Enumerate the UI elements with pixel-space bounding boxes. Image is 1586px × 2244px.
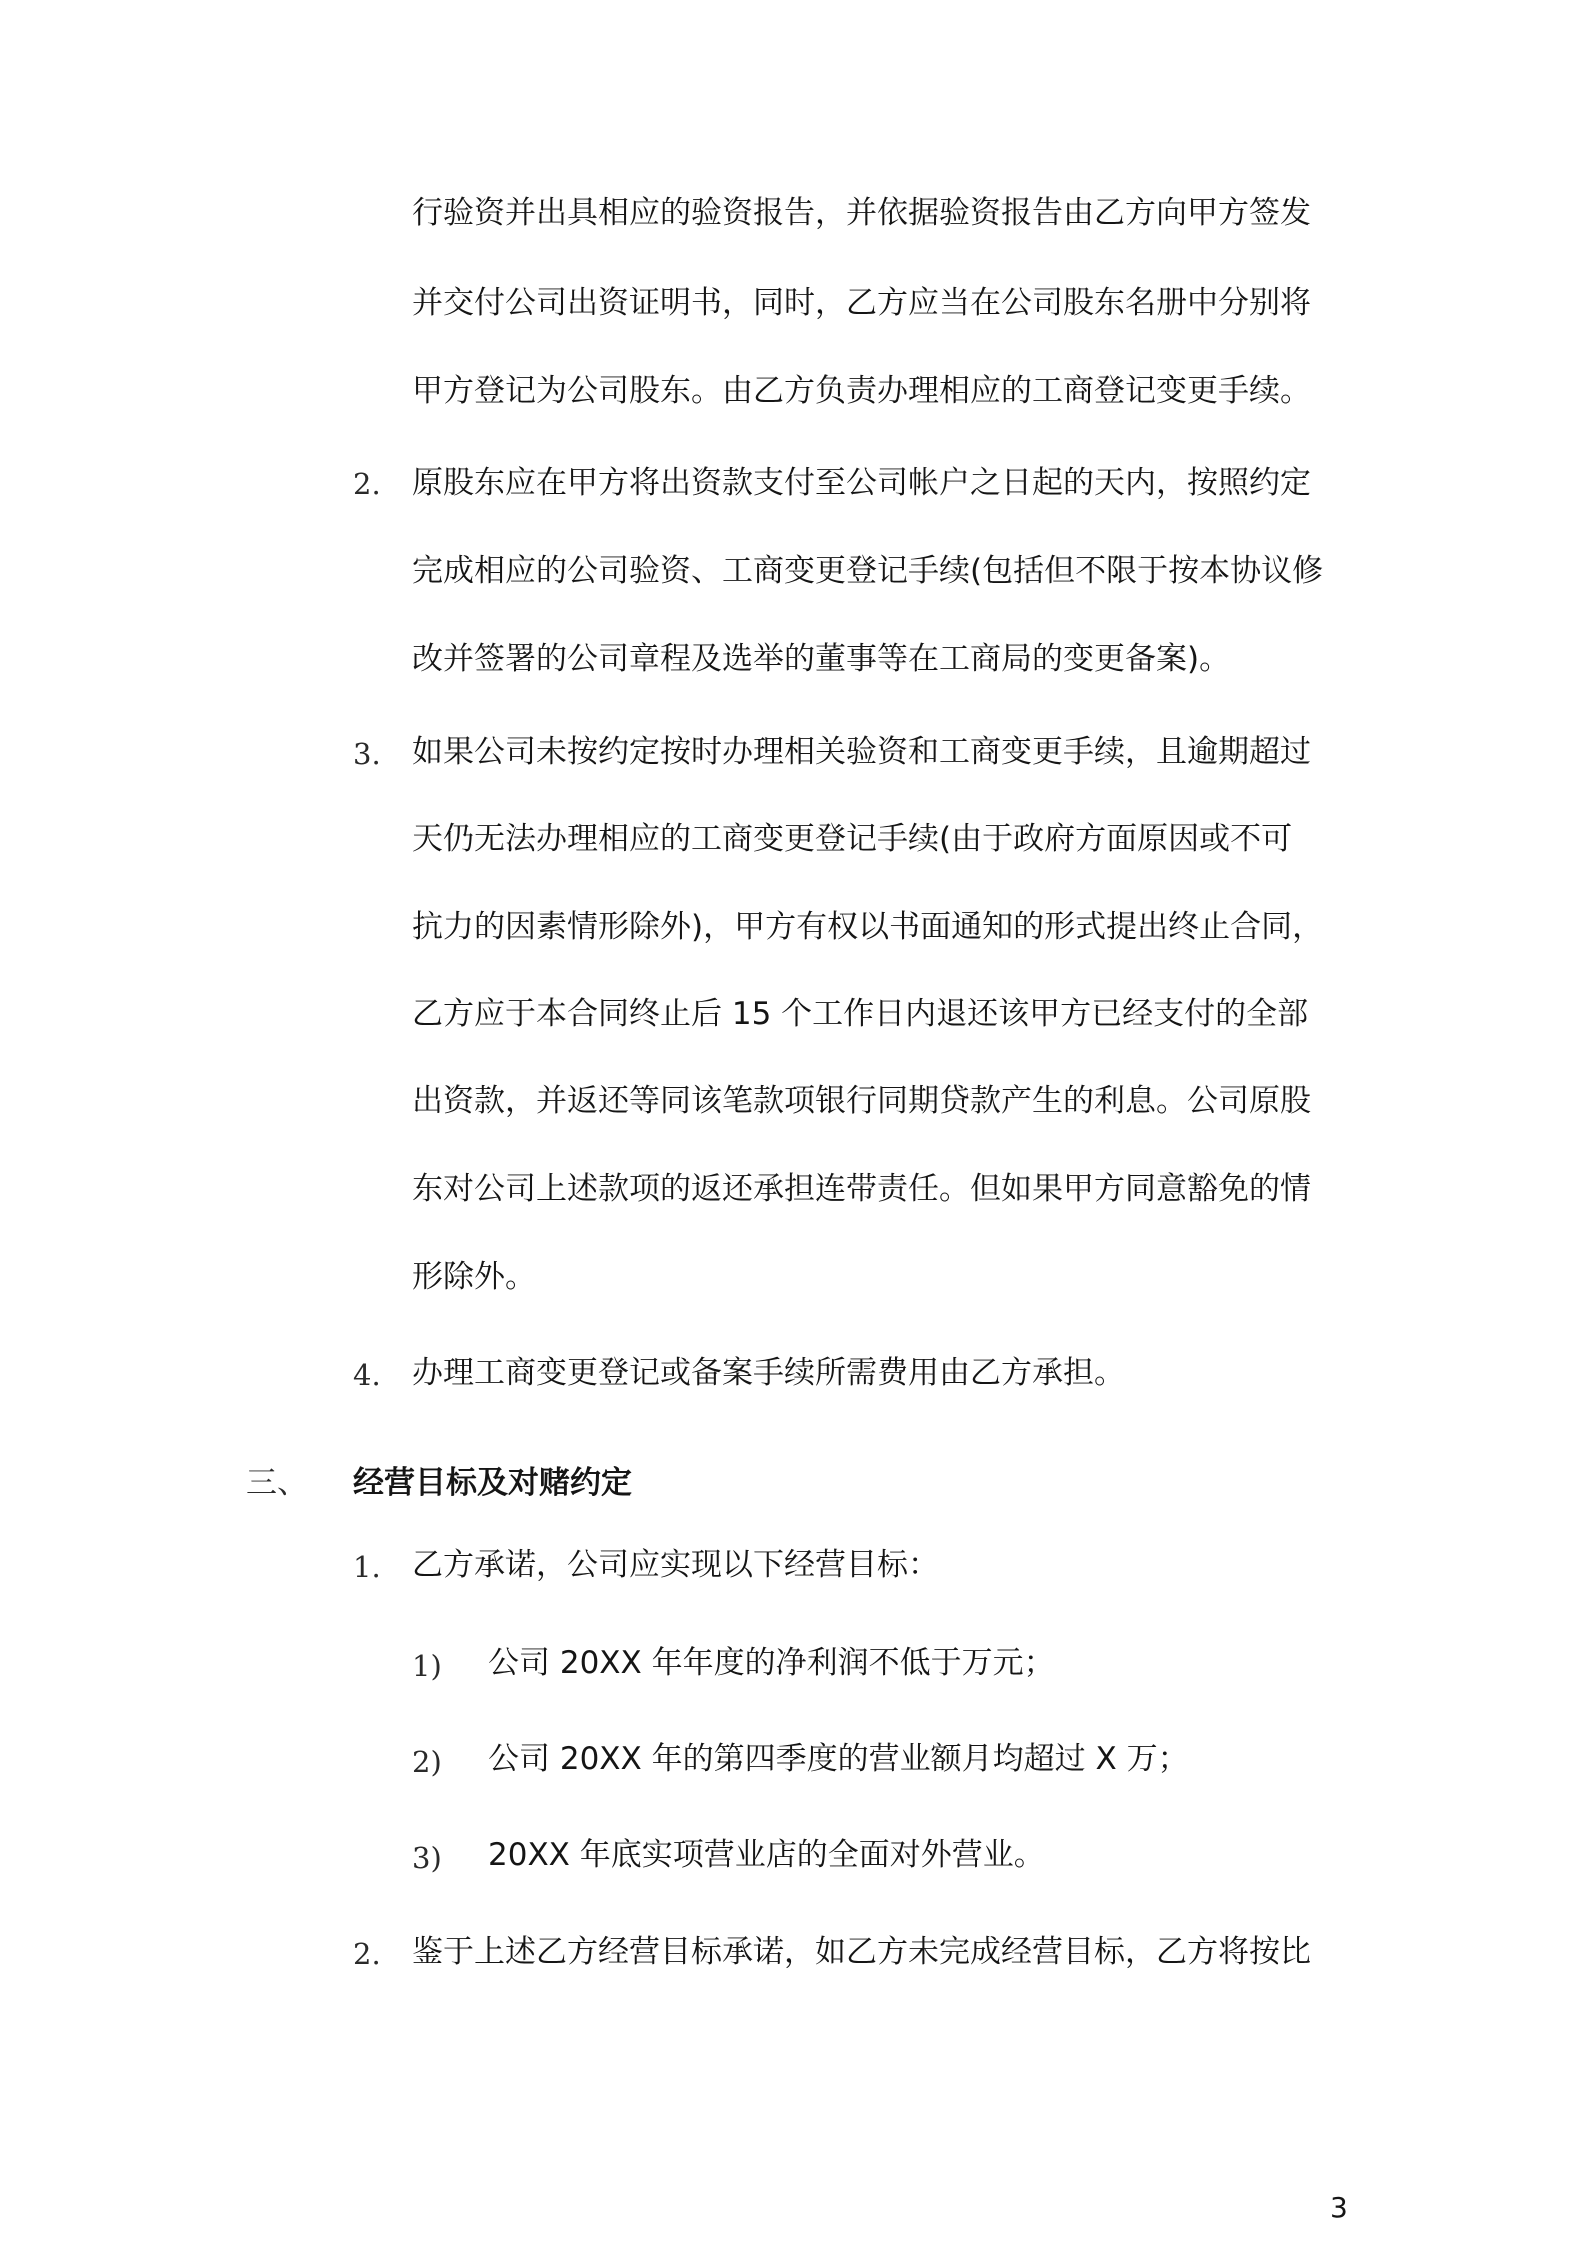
list-number: 1. (353, 1550, 381, 1584)
list-item-line: 鉴于上述乙方经营目标承诺，如乙方未完成经营目标，乙方将按比 (412, 1934, 1311, 1970)
paragraph-line: 甲方登记为公司股东。由乙方负责办理相应的工商登记变更手续。 (412, 373, 1311, 409)
paragraph-line: 行验资并出具相应的验资报告，并依据验资报告由乙方向甲方签发 (412, 195, 1311, 231)
list-item-line: 东对公司上述款项的返还承担连带责任。但如果甲方同意豁免的情 (412, 1171, 1311, 1207)
list-item-line: 形除外。 (412, 1259, 536, 1295)
list-item-line: 天仍无法办理相应的工商变更登记手续(由于政府方面原因或不可 (412, 821, 1293, 857)
sublist-item: 公司 20XX 年年度的净利润不低于万元； (488, 1645, 1055, 1681)
list-item-line: 乙方应于本合同终止后 15 个工作日内退还该甲方已经支付的全部 (412, 996, 1309, 1032)
sublist-number: 1) (412, 1649, 442, 1683)
list-item-line: 原股东应在甲方将出资款支付至公司帐户之日起的天内，按照约定 (412, 465, 1311, 501)
sublist-number: 3) (412, 1841, 442, 1875)
list-item-line: 抗力的因素情形除外)，甲方有权以书面通知的形式提出终止合同， (412, 909, 1324, 945)
sublist-number: 2) (412, 1745, 442, 1779)
section-title: 经营目标及对赌约定 (353, 1465, 632, 1501)
list-number: 2. (353, 467, 381, 501)
section-number: 三、 (246, 1465, 308, 1501)
list-item-line: 改并签署的公司章程及选举的董事等在工商局的变更备案)。 (412, 641, 1231, 677)
list-number: 3. (353, 737, 381, 771)
sublist-item: 公司 20XX 年的第四季度的营业额月均超过 X 万； (488, 1741, 1189, 1777)
list-number: 2. (353, 1937, 381, 1971)
list-item-line: 如果公司未按约定按时办理相关验资和工商变更手续，且逾期超过 (412, 734, 1311, 770)
list-item-line: 乙方承诺，公司应实现以下经营目标： (412, 1547, 939, 1583)
paragraph-line: 并交付公司出资证明书，同时，乙方应当在公司股东名册中分别将 (412, 285, 1311, 321)
list-item-line: 完成相应的公司验资、工商变更登记手续(包括但不限于按本协议修 (412, 553, 1324, 589)
list-item-line: 出资款，并返还等同该笔款项银行同期贷款产生的利息。公司原股 (412, 1083, 1311, 1119)
sublist-item: 20XX 年底实项营业店的全面对外营业。 (488, 1837, 1045, 1873)
list-number: 4. (353, 1358, 381, 1392)
list-item-line: 办理工商变更登记或备案手续所需费用由乙方承担。 (412, 1355, 1125, 1391)
page-number: 3 (1330, 2191, 1348, 2224)
